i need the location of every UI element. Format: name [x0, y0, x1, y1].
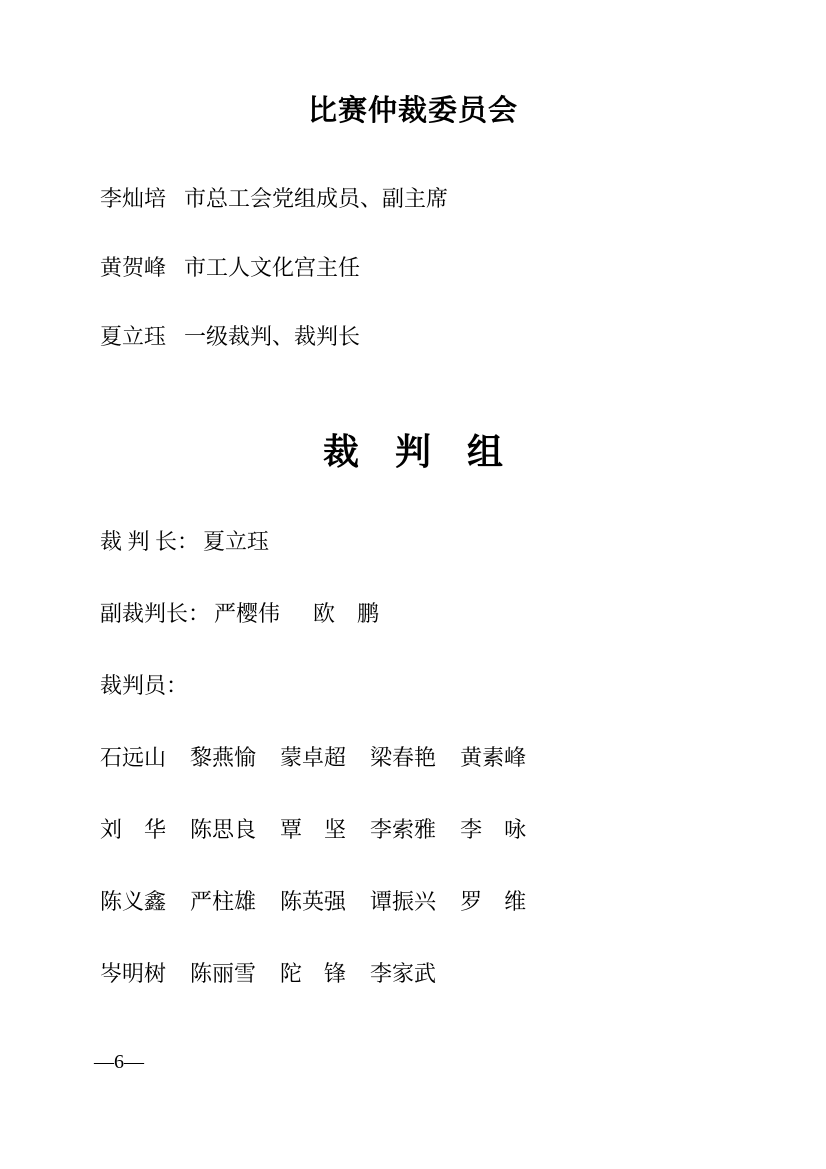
referee-name: 陈思良	[190, 816, 257, 842]
member-name: 夏立珏	[100, 323, 167, 349]
referee-name: 李 咏	[460, 816, 527, 842]
deputy-referee-label: 副裁判长：	[100, 600, 211, 626]
referee-name: 陀 锋	[280, 960, 347, 986]
arbitration-member-list	[100, 175, 826, 360]
referee-name-row	[100, 805, 826, 855]
deputy-referee-row	[100, 589, 826, 639]
referee-name: 石远山	[100, 744, 167, 770]
referee-name: 谭振兴	[370, 888, 437, 914]
referee-name: 梁春艳	[370, 744, 437, 770]
committee-member-row	[100, 244, 826, 291]
referee-name-row	[100, 733, 826, 783]
referee-name: 陈义鑫	[100, 888, 167, 914]
referee-name: 李家武	[370, 960, 437, 986]
referee-name: 陈丽雪	[190, 960, 257, 986]
referee-name: 蒙卓超	[280, 744, 347, 770]
deputy-referee-name: 严樱伟	[214, 600, 281, 626]
referee-name-row	[100, 949, 826, 999]
chief-referee-name: 夏立珏	[203, 528, 270, 554]
referee-name: 刘 华	[100, 816, 167, 842]
referee-name-row	[100, 877, 826, 927]
referee-name: 岑明树	[100, 960, 167, 986]
referee-name: 严柱雄	[190, 888, 257, 914]
referee-group-title: 裁 判 组	[322, 430, 503, 472]
committee-member-row	[100, 175, 826, 222]
referee-name: 黄素峰	[460, 744, 527, 770]
referee-members-label: 裁判员：	[100, 672, 189, 698]
arbitration-committee-title: 比赛仲裁委员会	[307, 95, 518, 127]
referee-name: 李索雅	[370, 816, 437, 842]
member-title: 市工人文化宫主任	[184, 254, 361, 280]
chief-referee-row	[100, 517, 826, 567]
member-title: 一级裁判、裁判长	[184, 323, 361, 349]
member-name: 李灿培	[100, 185, 167, 211]
referee-members-label-row	[100, 661, 826, 711]
referee-name: 陈英强	[280, 888, 347, 914]
referee-name: 黎燕愉	[190, 744, 257, 770]
member-name: 黄贺峰	[100, 254, 167, 280]
deputy-referee-name: 欧 鹏	[313, 600, 380, 626]
member-title: 市总工会党组成员、副主席	[184, 185, 449, 211]
committee-member-row	[100, 313, 826, 360]
chief-referee-label: 裁 判 长：	[100, 528, 200, 554]
referee-name: 罗 维	[460, 888, 527, 914]
referee-name: 覃 坚	[280, 816, 347, 842]
footer-page-number: —6—	[94, 1051, 144, 1073]
referee-list	[100, 517, 826, 999]
